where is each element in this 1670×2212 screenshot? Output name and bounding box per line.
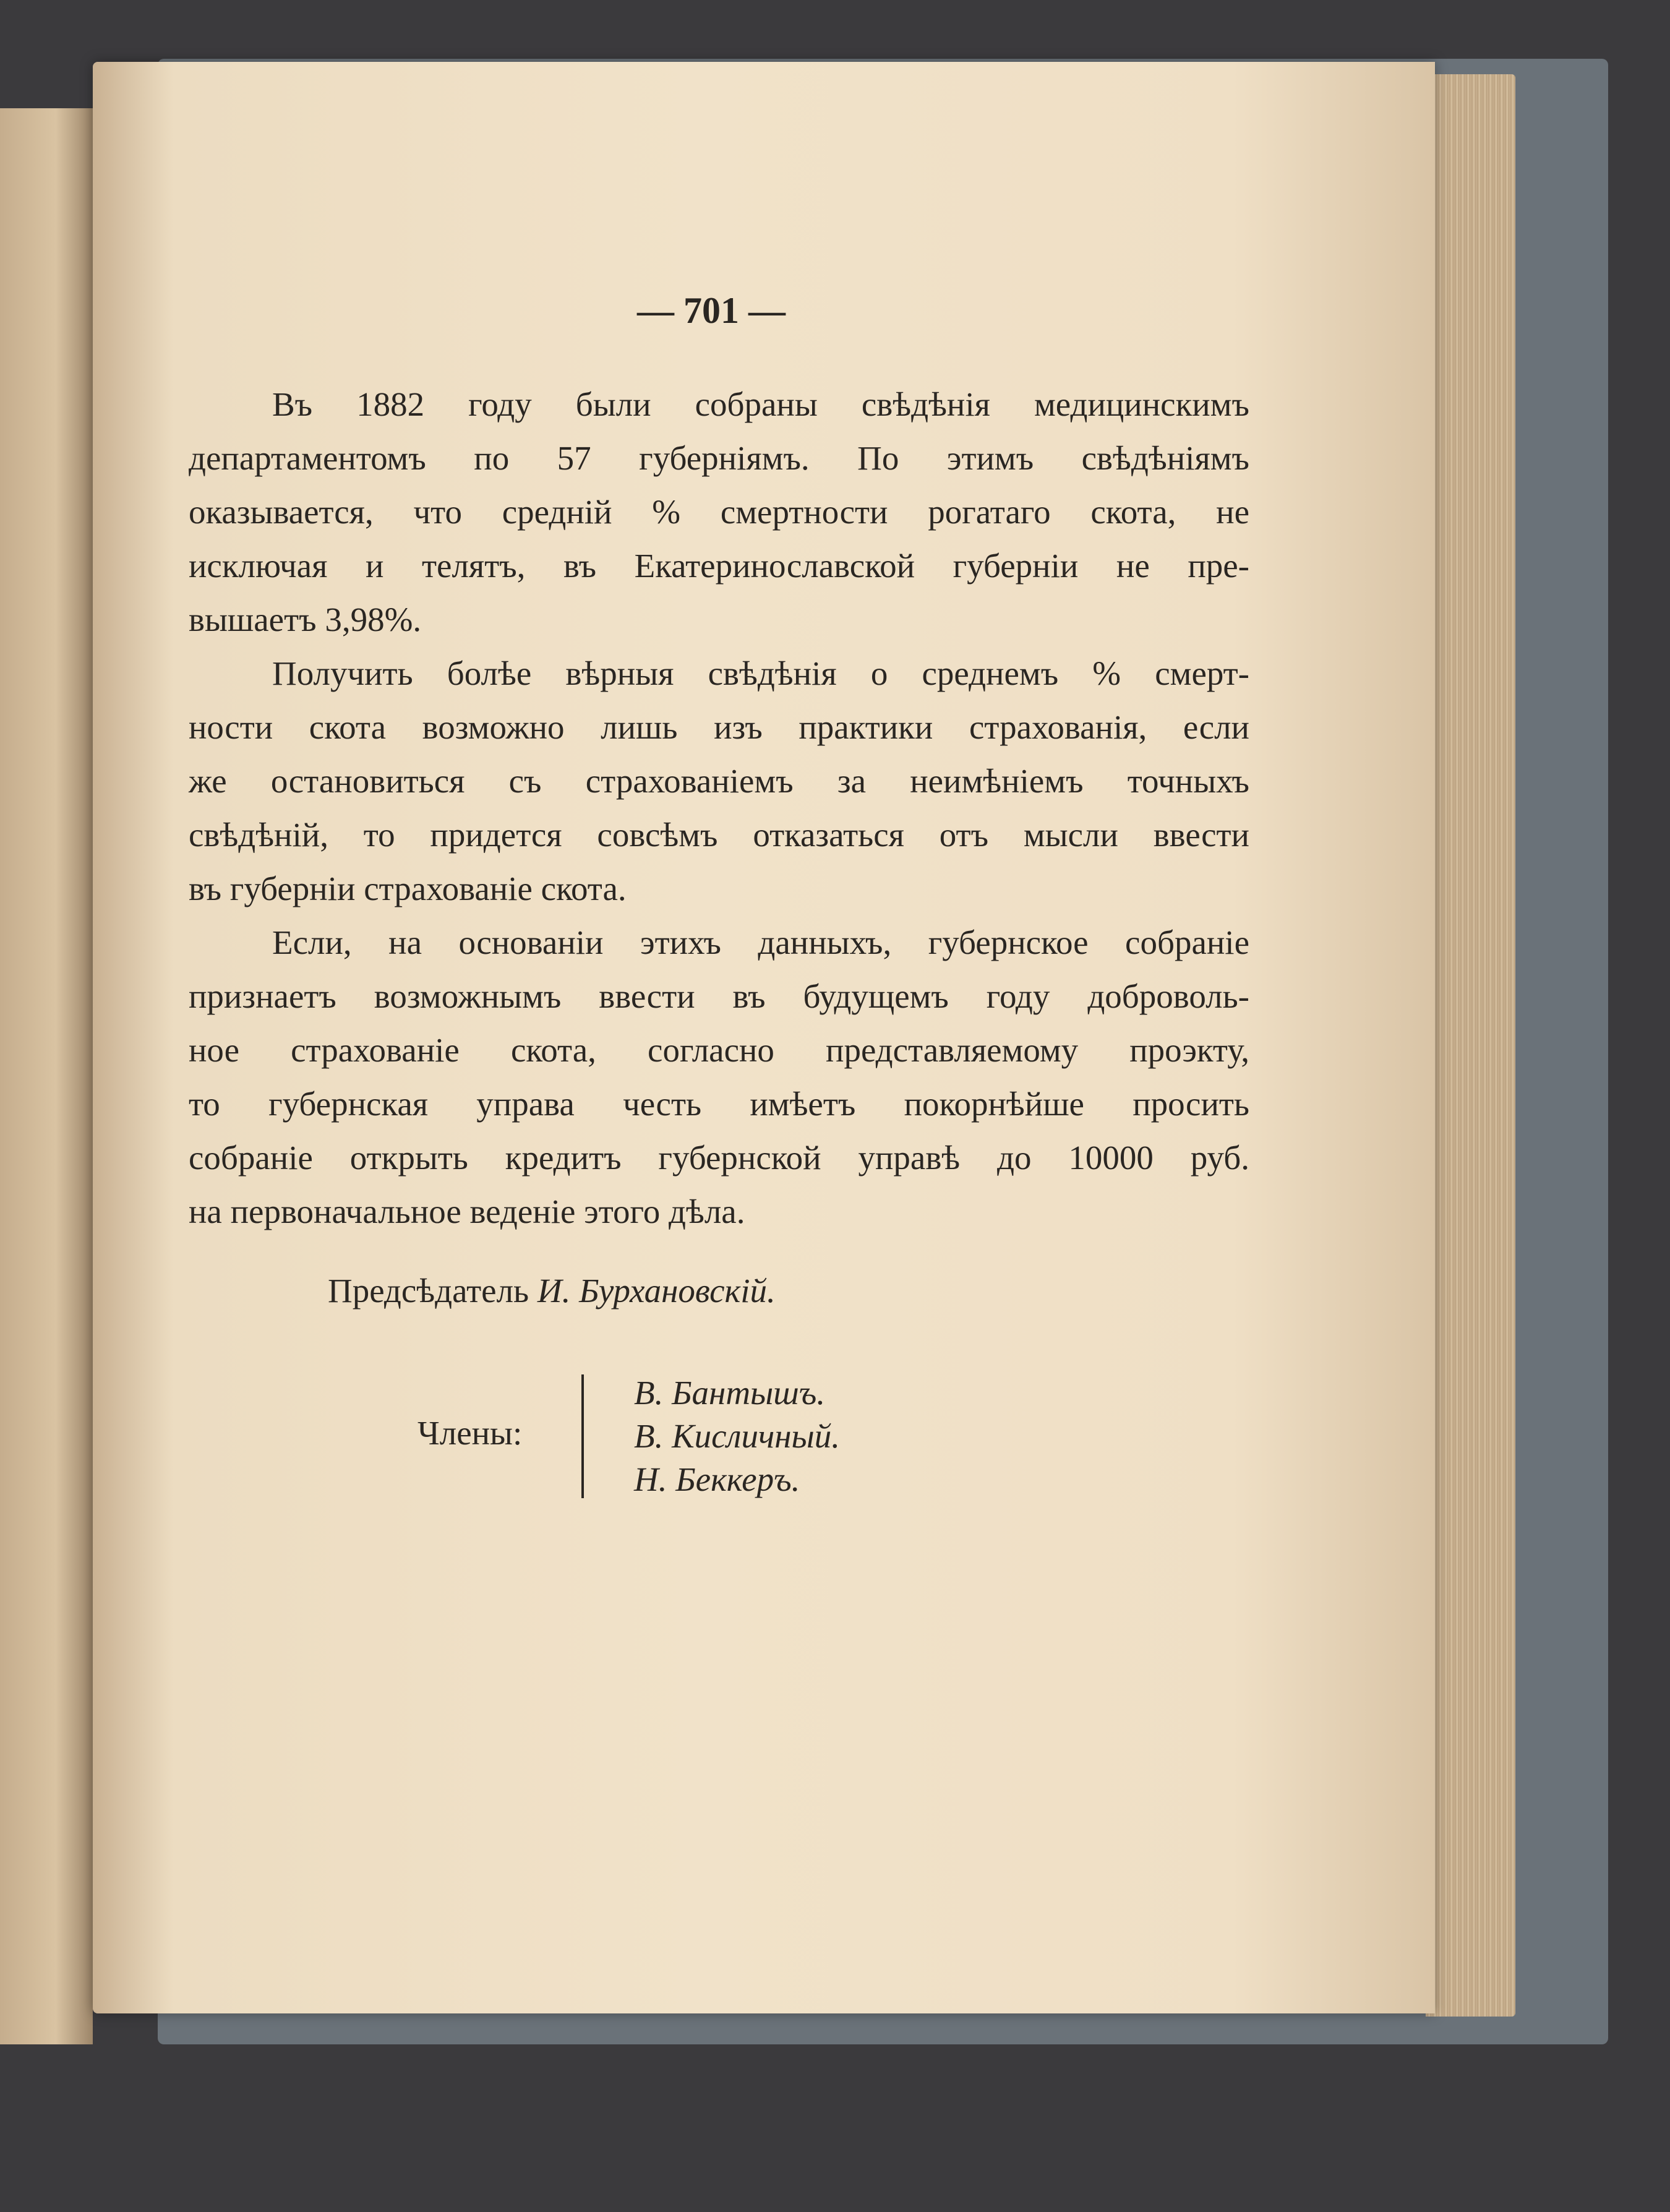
text-line: ное страхованіе скота, согласно представляемому проэкту, [189, 1031, 1249, 1069]
text-line: Въ 1882 году были собраны свѣдѣнія медицинскимъ [272, 385, 1249, 423]
member-name: Н. Беккеръ. [634, 1460, 800, 1498]
text-line: ности скота возможно лишь изъ практики страхованія, если [189, 708, 1249, 746]
text-line: признаетъ возможнымъ ввести въ будущемъ году доброволь- [189, 977, 1249, 1015]
page-number: — 701 — [637, 290, 786, 331]
text-line: Получить болѣе вѣрныя свѣдѣнія о среднемъ % смерт- [272, 654, 1249, 692]
text-line: собраніе открыть кредитъ губернской управѣ до 10000 руб. [189, 1139, 1249, 1177]
text-line: на первоначальное веденіе этого дѣла. [189, 1193, 745, 1230]
text-line: же остановиться съ страхованіемъ за неимѣніемъ точныхъ [189, 762, 1249, 800]
left-page-edge [0, 108, 93, 2044]
text-line: въ губерніи страхованіе скота. [189, 870, 627, 907]
text-line: оказывается, что среднiй % смертности рогатаго скота, не [189, 493, 1249, 531]
member-name: В. Кисличный. [634, 1417, 841, 1455]
text-line: то губернская управа честь имѣетъ покорнѣйше просить [189, 1085, 1249, 1123]
text-line: Если, на основаніи этихъ данныхъ, губернское собраніе [272, 924, 1249, 961]
text-line: свѣдѣній, то придется совсѣмъ отказаться отъ мысли ввести [189, 816, 1249, 854]
text-line: департаментомъ по 57 губерніямъ. По этимъ свѣдѣніямъ [189, 439, 1249, 477]
members-bracket [581, 1374, 584, 1498]
text-line: вышаетъ 3,98%. [189, 601, 422, 638]
chairman-label: Предсѣдатель [328, 1272, 529, 1310]
chairman-signature [328, 1271, 776, 1310]
member-name: В. Бантышъ. [634, 1374, 826, 1412]
page-stack-edge [1426, 74, 1515, 2017]
chairman-name: И. Бурхановскій. [537, 1272, 776, 1310]
text-line: исключая и телятъ, въ Екатеринославской губерніи не пре- [189, 547, 1249, 585]
members-label: Члены: [417, 1414, 523, 1452]
